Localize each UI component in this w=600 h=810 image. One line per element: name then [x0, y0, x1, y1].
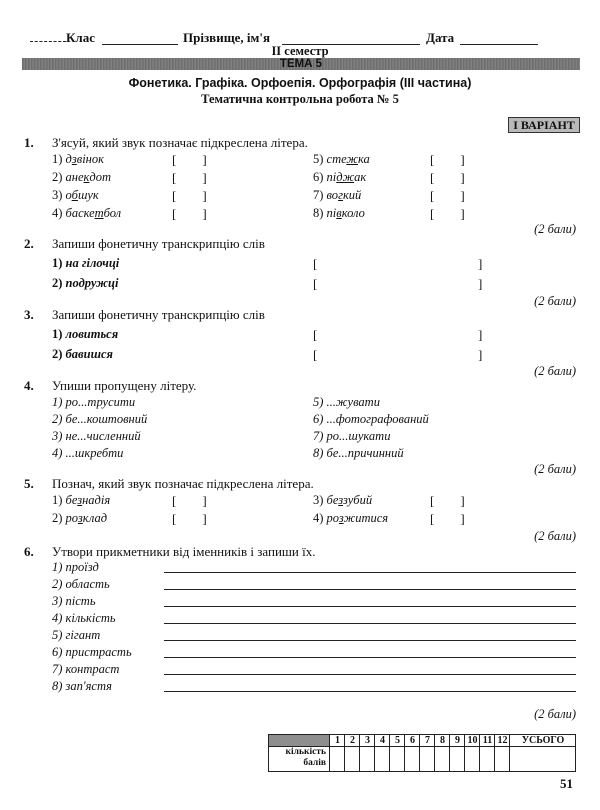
- q3-item-2: 2) бавишся: [52, 347, 113, 361]
- score-col-7: 7: [419, 735, 435, 771]
- q4-number: 4.: [24, 378, 34, 393]
- q6-item-3: 3) пість: [52, 594, 96, 608]
- q4-item-1: 1) ро...трусити: [52, 395, 136, 409]
- score-col-11: 11: [479, 735, 495, 771]
- q6-number: 6.: [24, 544, 34, 559]
- score-table: [268, 734, 576, 772]
- q4-text: Упиши пропущену літеру.: [52, 378, 197, 393]
- q1-answer-bracket-4[interactable]: [ ]: [172, 206, 207, 221]
- test-title: Тематична контрольна робота № 5: [201, 92, 399, 106]
- q4-item-4: 4) ...шкребти: [52, 446, 124, 460]
- q2-text: Запиши фонетичну транскрипцію слів: [52, 236, 265, 251]
- score-table-corner: [269, 735, 329, 746]
- q1-number: 1.: [24, 135, 34, 150]
- q1-answer-bracket-5[interactable]: [ ]: [430, 152, 465, 167]
- q5-text: Познач, який звук позначає підкреслена літера.: [52, 476, 314, 491]
- q5-item-4: 4) розжитися: [313, 511, 389, 525]
- q1-item-7: 7) вогкий: [313, 188, 362, 202]
- score-table-label-1: кількість: [285, 747, 326, 757]
- q1-score: (2 бали): [534, 222, 576, 236]
- q5-answer-bracket-1[interactable]: [ ]: [172, 493, 207, 508]
- q6-item-1: 1) проїзд: [52, 560, 99, 574]
- q2-transcription-open-1: [: [313, 256, 318, 271]
- q6-item-8: 8) зап'ястя: [52, 679, 112, 693]
- score-col-3: 3: [359, 735, 375, 771]
- score-col-12: 12: [494, 735, 510, 771]
- date-label: Дата: [426, 30, 455, 45]
- q1-item-4: 4) баскетбол: [52, 206, 122, 220]
- score-col-10: 10: [464, 735, 480, 771]
- q1-answer-bracket-1[interactable]: [ ]: [172, 152, 207, 167]
- header-dash-left: [30, 41, 66, 42]
- q1-item-5: 5) стежка: [313, 152, 370, 166]
- q3-transcription-close-2: ]: [478, 347, 483, 362]
- q1-item-3: 3) обшук: [52, 188, 99, 202]
- q4-item-5: 5) ...жувати: [313, 395, 380, 409]
- q6-item-2: 2) область: [52, 577, 110, 591]
- q6-answer-line-4[interactable]: [164, 623, 576, 624]
- q2-score: (2 бали): [534, 294, 576, 308]
- q6-answer-line-2[interactable]: [164, 589, 576, 590]
- score-table-label-2: балів: [303, 758, 326, 768]
- q1-answer-bracket-2[interactable]: [ ]: [172, 170, 207, 185]
- score-col-1: 1: [329, 735, 345, 771]
- q2-transcription-close-2: ]: [478, 276, 483, 291]
- theme-title: ТЕМА 5: [279, 58, 323, 70]
- q1-item-2: 2) анекдот: [52, 170, 112, 184]
- theme-band: [22, 58, 580, 70]
- q6-text: Утвори прикметники від іменників і запиши їх.: [52, 544, 316, 559]
- q6-item-4: 4) кількість: [52, 611, 116, 625]
- page-number: 51: [560, 776, 573, 791]
- score-col-6: 6: [404, 735, 420, 771]
- q3-score: (2 бали): [534, 364, 576, 378]
- semester: II семестр: [271, 44, 329, 58]
- q2-number: 2.: [24, 236, 34, 251]
- q1-item-1: 1) дзвінок: [52, 152, 104, 166]
- q5-answer-bracket-3[interactable]: [ ]: [430, 493, 465, 508]
- q4-item-7: 7) ро...шукати: [313, 429, 391, 443]
- q3-item-1: 1) ловиться: [52, 327, 119, 341]
- q6-answer-line-3[interactable]: [164, 606, 576, 607]
- q6-answer-line-1[interactable]: [164, 572, 576, 573]
- q1-answer-bracket-6[interactable]: [ ]: [430, 170, 465, 185]
- q5-number: 5.: [24, 476, 34, 491]
- q5-item-3: 3) беззубий: [313, 493, 373, 507]
- q1-item-8: 8) півколо: [313, 206, 365, 220]
- score-col-2: 2: [344, 735, 360, 771]
- q5-item-2: 2) розклад: [52, 511, 108, 525]
- q6-answer-line-5[interactable]: [164, 640, 576, 641]
- q6-answer-line-8[interactable]: [164, 691, 576, 692]
- q5-score: (2 бали): [534, 529, 576, 543]
- q2-transcription-close-1: ]: [478, 256, 483, 271]
- name-label: Прізвище, ім'я: [183, 30, 271, 45]
- q5-item-1: 1) безнадія: [52, 493, 111, 507]
- q1-answer-bracket-8[interactable]: [ ]: [430, 206, 465, 221]
- q1-answer-bracket-3[interactable]: [ ]: [172, 188, 207, 203]
- q5-answer-bracket-2[interactable]: [ ]: [172, 511, 207, 526]
- q4-score: (2 бали): [534, 462, 576, 476]
- q3-text: Запиши фонетичну транскрипцію слів: [52, 307, 265, 322]
- q3-number: 3.: [24, 307, 34, 322]
- score-col-total: УСЬОГО: [509, 735, 576, 771]
- q6-answer-line-7[interactable]: [164, 674, 576, 675]
- q3-transcription-close-1: ]: [478, 327, 483, 342]
- q5-answer-bracket-4[interactable]: [ ]: [430, 511, 465, 526]
- q2-item-2: 2) подружці: [52, 276, 119, 290]
- q4-item-8: 8) бе...причинний: [313, 446, 404, 460]
- q4-item-2: 2) бе...коштовний: [52, 412, 148, 426]
- q2-item-1: 1) на гілочці: [52, 256, 120, 270]
- topic-title: Фонетика. Графіка. Орфоепія. Орфографія (ІІІ частина): [128, 76, 472, 90]
- q3-transcription-open-1: [: [313, 327, 318, 342]
- score-col-8: 8: [434, 735, 450, 771]
- variant-badge: І ВАРІАНТ: [508, 117, 580, 133]
- q6-score: (2 бали): [534, 707, 576, 721]
- q1-item-6: 6) піджак: [313, 170, 367, 184]
- q6-answer-line-6[interactable]: [164, 657, 576, 658]
- q2-transcription-open-2: [: [313, 276, 318, 291]
- q4-item-6: 6) ...фотографований: [313, 412, 429, 426]
- q6-item-6: 6) пристрасть: [52, 645, 132, 659]
- score-col-5: 5: [389, 735, 405, 771]
- class-label: Клас: [66, 30, 95, 45]
- score-col-9: 9: [449, 735, 465, 771]
- q4-item-3: 3) не...численний: [52, 429, 141, 443]
- q6-item-5: 5) гігант: [52, 628, 101, 642]
- q1-answer-bracket-7[interactable]: [ ]: [430, 188, 465, 203]
- q6-item-7: 7) контраст: [52, 662, 120, 676]
- q1-text: З'ясуй, який звук позначає підкреслена літера.: [52, 135, 308, 150]
- q3-transcription-open-2: [: [313, 347, 318, 362]
- score-col-4: 4: [374, 735, 390, 771]
